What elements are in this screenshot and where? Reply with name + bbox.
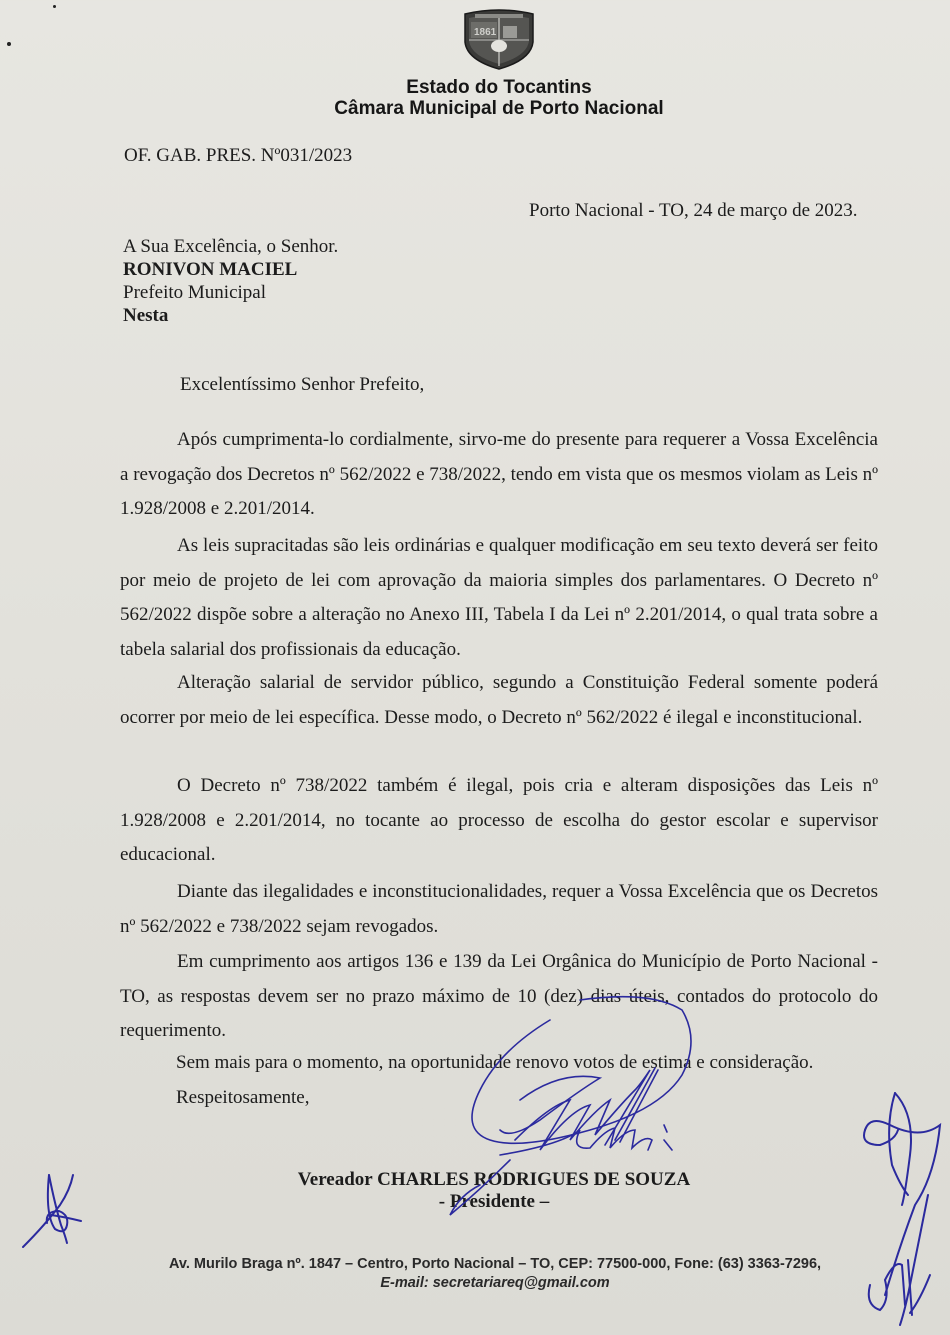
date-line: Porto Nacional - TO, 24 de março de 2023. [529,200,858,221]
paragraph-text: O Decreto nº 738/2022 também é ilegal, pois cria e alteram disposições das Leis nº 1.928/2008 e 2.201/2014, no tocante ao processo de escolha do gestor escolar e supervisor educacional. [120,775,878,865]
body-paragraph [120,423,878,527]
body-paragraph [120,529,878,667]
body-paragraph [120,666,878,735]
body-paragraph [120,875,878,944]
letterhead-institution: Câmara Municipal de Porto Nacional [334,98,664,119]
footer-email: E-mail: secretariareq@gmail.com [380,1275,610,1291]
paragraph-text: As leis supracitadas são leis ordinárias e qualquer modificação em seu texto deverá ser feito por meio de projeto de lei com aprovação da maioria simples dos parlamentares. O Decreto nº 562/2022 dispõe sobre a alteração no Anexo III, Tabela I da Lei nº 2.201/2014, o qual trata sobre a tabela salarial dos profissionais da educação. [120,535,878,660]
addressee-greeting: A Sua Excelência, o Senhor. [123,236,339,257]
signer-title: - Presidente – [438,1191,550,1212]
paragraph-text: Após cumprimenta-lo cordialmente, sirvo-me do presente para requerer a Vossa Excelência a revogação dos Decretos nº 562/2022 e 738/2022, tendo em vista que os mesmos violam as Leis nº 1.928/2008 e 2.201/2014. [120,429,878,519]
closing-valediction: Respeitosamente, [176,1087,310,1108]
scan-speck [53,5,56,8]
paragraph-text: Diante das ilegalidades e inconstitucionalidades, requer a Vossa Excelência que os Decretos nº 562/2022 e 738/2022 sejam revogados. [120,881,878,937]
svg-text:1861: 1861 [474,27,497,38]
addressee-role: Prefeito Municipal [123,282,266,303]
closing-sentence: Sem mais para o momento, na oportunidade renovo votos de estima e consideração. [176,1052,814,1073]
document-reference: OF. GAB. PRES. Nº031/2023 [124,145,353,166]
body-paragraph [120,945,878,1049]
paragraph-text: Alteração salarial de servidor público, segundo a Constituição Federal somente poderá ocorrer por meio de lei específica. Desse modo, o Decreto nº 562/2022 é ilegal e inconstitucional. [120,672,878,728]
letterhead-state: Estado do Tocantins [406,77,592,98]
scan-speck [7,42,11,46]
paragraph-text: Em cumprimento aos artigos 136 e 139 da Lei Orgânica do Município de Porto Nacional - TO, as respostas devem ser no prazo máximo de 10 (dez) dias úteis, contados do protocolo do requerimento. [120,951,878,1041]
addressee-name: RONIVON MACIEL [123,259,298,280]
salutation: Excelentíssimo Senhor Prefeito, [180,374,425,395]
addressee-block [123,235,338,327]
coat-of-arms-icon [461,8,537,70]
footer-address: Av. Murilo Braga nº. 1847 – Centro, Porto Nacional – TO, CEP: 77500-000, Fone: (63) 3363-7296, [168,1256,822,1272]
addressee-location: Nesta [123,305,169,326]
body-paragraph [120,769,878,873]
signer-name: Vereador CHARLES RODRIGUES DE SOUZA [297,1169,691,1190]
